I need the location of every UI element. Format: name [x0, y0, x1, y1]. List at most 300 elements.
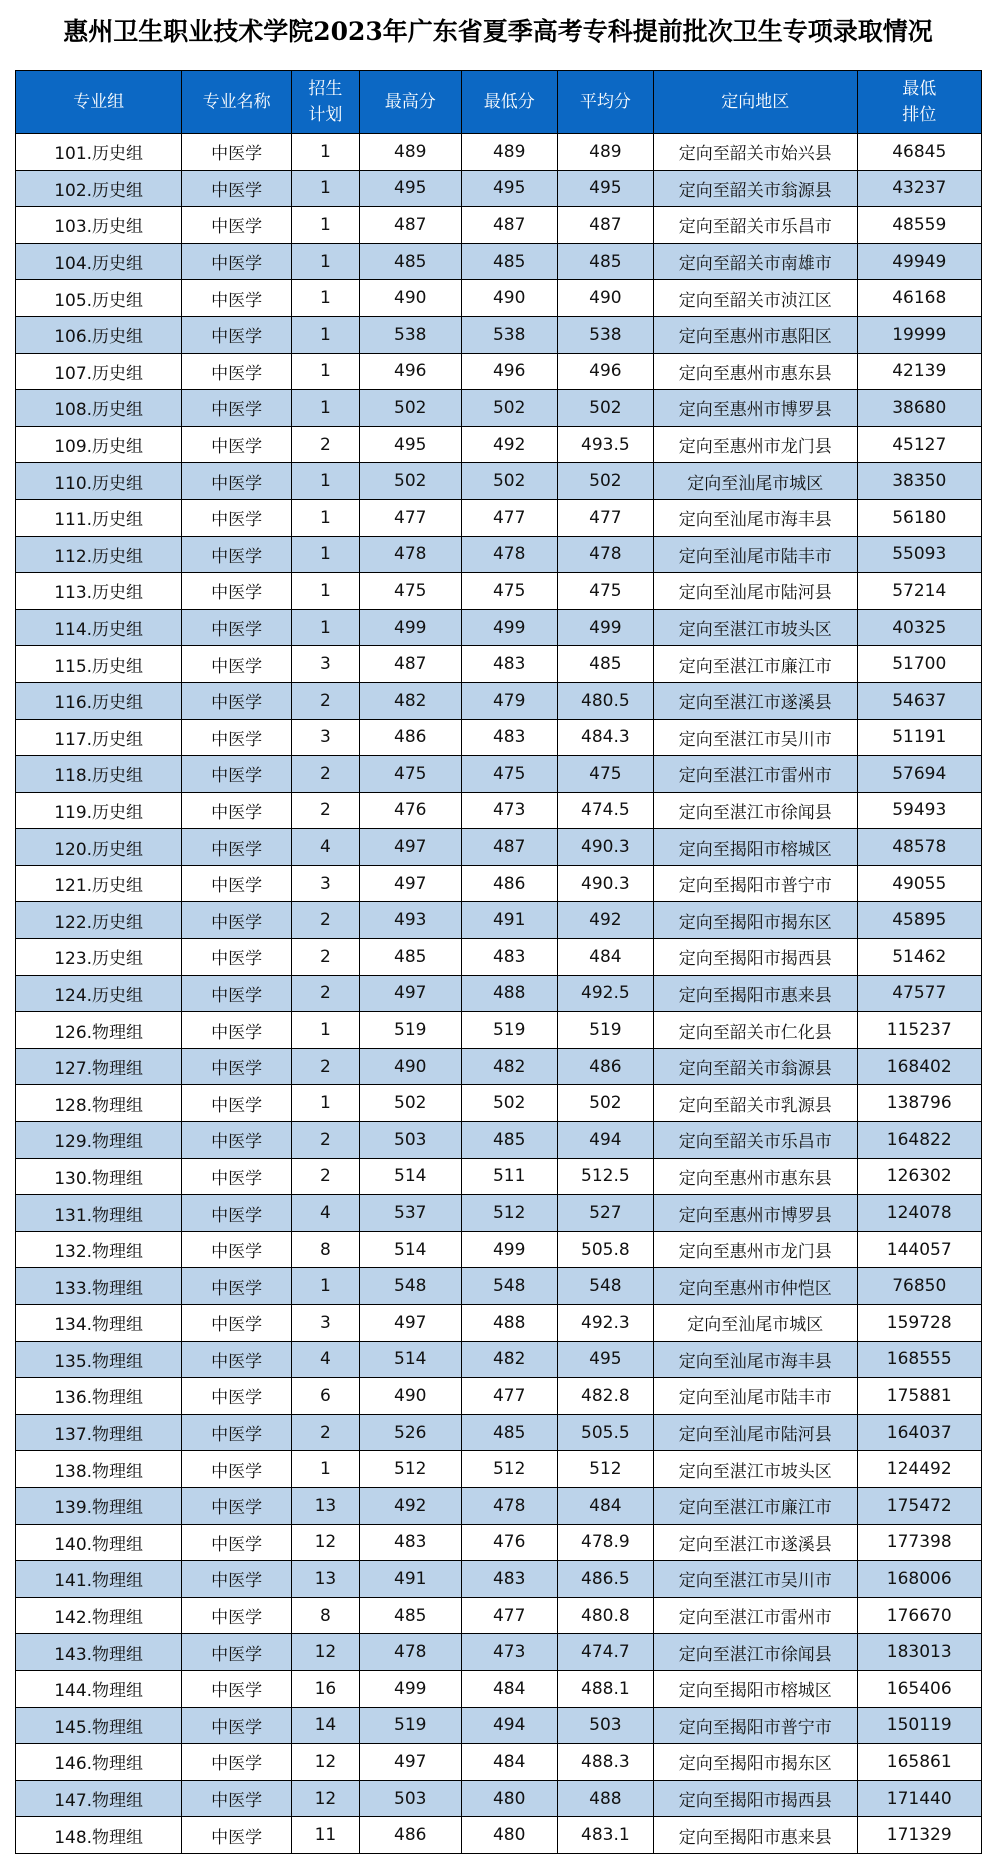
avg-score-cell: 519 [557, 1012, 653, 1049]
min-score-cell: 490 [461, 280, 557, 317]
header-row [16, 71, 982, 134]
group-cell: 117.历史组 [16, 719, 182, 756]
max-score-cell: 483 [359, 1524, 461, 1561]
region-cell: 定向至湛江市吴川市 [653, 1561, 857, 1598]
major-cell: 中医学 [182, 939, 292, 976]
group-cell: 122.历史组 [16, 902, 182, 939]
group-cell: 137.物理组 [16, 1414, 182, 1451]
header-cell: 定向地区 [653, 71, 857, 134]
avg-score-cell: 502 [557, 1085, 653, 1122]
admissions-table [15, 70, 982, 1854]
avg-score-cell: 502 [557, 390, 653, 427]
avg-score-cell: 512 [557, 1451, 653, 1488]
avg-score-cell: 474.7 [557, 1634, 653, 1671]
region-cell: 定向至韶关市南雄市 [653, 243, 857, 280]
region-cell: 定向至揭阳市普宁市 [653, 865, 857, 902]
max-score-cell: 497 [359, 1744, 461, 1781]
min-score-cell: 494 [461, 1707, 557, 1744]
group-cell: 107.历史组 [16, 353, 182, 390]
table-row [16, 463, 982, 500]
max-score-cell: 492 [359, 1487, 461, 1524]
quota-cell: 2 [291, 939, 359, 976]
region-cell: 定向至韶关市乐昌市 [653, 207, 857, 244]
group-cell: 123.历史组 [16, 939, 182, 976]
min-rank-cell: 38350 [857, 463, 981, 500]
header-cell: 平均分 [557, 71, 653, 134]
max-score-cell: 491 [359, 1561, 461, 1598]
min-score-cell: 476 [461, 1524, 557, 1561]
min-score-cell: 485 [461, 1122, 557, 1159]
region-cell: 定向至韶关市翁源县 [653, 1048, 857, 1085]
max-score-cell: 497 [359, 1305, 461, 1342]
min-score-cell: 491 [461, 902, 557, 939]
header-cell: 最低分 [461, 71, 557, 134]
major-cell: 中医学 [182, 1341, 292, 1378]
table-row [16, 1561, 982, 1598]
max-score-cell: 477 [359, 499, 461, 536]
avg-score-cell: 490.3 [557, 865, 653, 902]
major-cell: 中医学 [182, 1817, 292, 1854]
avg-score-cell: 505.8 [557, 1231, 653, 1268]
min-score-cell: 475 [461, 573, 557, 610]
quota-cell: 1 [291, 573, 359, 610]
group-cell: 140.物理组 [16, 1524, 182, 1561]
major-cell: 中医学 [182, 1707, 292, 1744]
max-score-cell: 502 [359, 1085, 461, 1122]
quota-cell: 11 [291, 1817, 359, 1854]
avg-score-cell: 488.3 [557, 1744, 653, 1781]
table-row [16, 1085, 982, 1122]
avg-score-cell: 499 [557, 609, 653, 646]
major-cell: 中医学 [182, 1524, 292, 1561]
major-cell: 中医学 [182, 353, 292, 390]
avg-score-cell: 503 [557, 1707, 653, 1744]
min-score-cell: 480 [461, 1817, 557, 1854]
min-score-cell: 511 [461, 1158, 557, 1195]
region-cell: 定向至韶关市始兴县 [653, 134, 857, 171]
major-cell: 中医学 [182, 829, 292, 866]
table-row [16, 1670, 982, 1707]
quota-cell: 3 [291, 719, 359, 756]
min-score-cell: 538 [461, 316, 557, 353]
min-score-cell: 477 [461, 1597, 557, 1634]
min-rank-cell: 171329 [857, 1817, 981, 1854]
min-rank-cell: 49949 [857, 243, 981, 280]
region-cell: 定向至惠州市博罗县 [653, 1195, 857, 1232]
group-cell: 120.历史组 [16, 829, 182, 866]
min-score-cell: 489 [461, 134, 557, 171]
max-score-cell: 519 [359, 1707, 461, 1744]
major-cell: 中医学 [182, 1378, 292, 1415]
min-rank-cell: 48559 [857, 207, 981, 244]
group-cell: 146.物理组 [16, 1744, 182, 1781]
table-row [16, 792, 982, 829]
avg-score-cell: 488 [557, 1780, 653, 1817]
min-score-cell: 479 [461, 682, 557, 719]
max-score-cell: 489 [359, 134, 461, 171]
quota-cell: 3 [291, 1305, 359, 1342]
min-rank-cell: 144057 [857, 1231, 981, 1268]
min-score-cell: 480 [461, 1780, 557, 1817]
region-cell: 定向至汕尾市城区 [653, 1305, 857, 1342]
quota-cell: 4 [291, 1195, 359, 1232]
avg-score-cell: 492 [557, 902, 653, 939]
group-cell: 111.历史组 [16, 499, 182, 536]
table-row [16, 353, 982, 390]
min-score-cell: 485 [461, 243, 557, 280]
group-cell: 105.历史组 [16, 280, 182, 317]
min-rank-cell: 43237 [857, 170, 981, 207]
min-rank-cell: 164822 [857, 1122, 981, 1159]
table-row [16, 426, 982, 463]
min-score-cell: 482 [461, 1048, 557, 1085]
min-rank-cell: 168402 [857, 1048, 981, 1085]
min-rank-cell: 57214 [857, 573, 981, 610]
max-score-cell: 499 [359, 1670, 461, 1707]
max-score-cell: 485 [359, 1597, 461, 1634]
min-rank-cell: 51700 [857, 646, 981, 683]
group-cell: 115.历史组 [16, 646, 182, 683]
region-cell: 定向至湛江市坡头区 [653, 609, 857, 646]
min-rank-cell: 183013 [857, 1634, 981, 1671]
min-score-cell: 548 [461, 1268, 557, 1305]
major-cell: 中医学 [182, 1268, 292, 1305]
major-cell: 中医学 [182, 243, 292, 280]
avg-score-cell: 474.5 [557, 792, 653, 829]
major-cell: 中医学 [182, 1231, 292, 1268]
region-cell: 定向至韶关市仁化县 [653, 1012, 857, 1049]
avg-score-cell: 496 [557, 353, 653, 390]
major-cell: 中医学 [182, 426, 292, 463]
table-row [16, 1451, 982, 1488]
group-cell: 129.物理组 [16, 1122, 182, 1159]
header-cell [857, 71, 981, 134]
major-cell: 中医学 [182, 1670, 292, 1707]
group-cell: 128.物理组 [16, 1085, 182, 1122]
group-cell: 102.历史组 [16, 170, 182, 207]
min-score-cell: 502 [461, 463, 557, 500]
avg-score-cell: 492.5 [557, 975, 653, 1012]
major-cell: 中医学 [182, 975, 292, 1012]
min-score-cell: 488 [461, 1305, 557, 1342]
max-score-cell: 485 [359, 939, 461, 976]
min-score-cell: 473 [461, 1634, 557, 1671]
avg-score-cell: 495 [557, 1341, 653, 1378]
max-score-cell: 497 [359, 829, 461, 866]
max-score-cell: 476 [359, 792, 461, 829]
header-cell-text: 最低 排位 [902, 79, 937, 125]
min-score-cell: 477 [461, 1378, 557, 1415]
min-rank-cell: 40325 [857, 609, 981, 646]
avg-score-cell: 485 [557, 646, 653, 683]
group-cell: 132.物理组 [16, 1231, 182, 1268]
quota-cell: 12 [291, 1780, 359, 1817]
avg-score-cell: 475 [557, 756, 653, 793]
region-cell: 定向至汕尾市陆丰市 [653, 1378, 857, 1415]
min-rank-cell: 38680 [857, 390, 981, 427]
quota-cell: 13 [291, 1561, 359, 1598]
quota-cell: 1 [291, 536, 359, 573]
group-cell: 144.物理组 [16, 1670, 182, 1707]
min-score-cell: 495 [461, 170, 557, 207]
min-rank-cell: 76850 [857, 1268, 981, 1305]
quota-cell: 12 [291, 1524, 359, 1561]
min-score-cell: 512 [461, 1451, 557, 1488]
table-row [16, 646, 982, 683]
major-cell: 中医学 [182, 1780, 292, 1817]
avg-score-cell: 492.3 [557, 1305, 653, 1342]
max-score-cell: 475 [359, 573, 461, 610]
min-rank-cell: 165861 [857, 1744, 981, 1781]
table-row [16, 1122, 982, 1159]
avg-score-cell: 490.3 [557, 829, 653, 866]
avg-score-cell: 482.8 [557, 1378, 653, 1415]
group-cell: 101.历史组 [16, 134, 182, 171]
min-rank-cell: 54637 [857, 682, 981, 719]
major-cell: 中医学 [182, 1158, 292, 1195]
quota-cell: 1 [291, 170, 359, 207]
avg-score-cell: 494 [557, 1122, 653, 1159]
max-score-cell: 502 [359, 390, 461, 427]
min-score-cell: 499 [461, 609, 557, 646]
avg-score-cell: 490 [557, 280, 653, 317]
header-cell-text: 招生 计划 [308, 79, 343, 125]
min-rank-cell: 46845 [857, 134, 981, 171]
max-score-cell: 499 [359, 609, 461, 646]
quota-cell: 16 [291, 1670, 359, 1707]
table-row [16, 1817, 982, 1854]
avg-score-cell: 483.1 [557, 1817, 653, 1854]
group-cell: 126.物理组 [16, 1012, 182, 1049]
table-row [16, 1487, 982, 1524]
max-score-cell: 486 [359, 1817, 461, 1854]
min-rank-cell: 175472 [857, 1487, 981, 1524]
group-cell: 141.物理组 [16, 1561, 182, 1598]
table-row [16, 207, 982, 244]
max-score-cell: 496 [359, 353, 461, 390]
quota-cell: 2 [291, 975, 359, 1012]
min-rank-cell: 51191 [857, 719, 981, 756]
min-rank-cell: 175881 [857, 1378, 981, 1415]
table-row [16, 536, 982, 573]
avg-score-cell: 502 [557, 463, 653, 500]
avg-score-cell: 493.5 [557, 426, 653, 463]
group-cell: 109.历史组 [16, 426, 182, 463]
major-cell: 中医学 [182, 573, 292, 610]
min-score-cell: 482 [461, 1341, 557, 1378]
major-cell: 中医学 [182, 1085, 292, 1122]
table-row [16, 134, 982, 171]
group-cell: 108.历史组 [16, 390, 182, 427]
table-row [16, 1231, 982, 1268]
quota-cell: 4 [291, 829, 359, 866]
table-row [16, 1158, 982, 1195]
table-row [16, 1744, 982, 1781]
major-cell: 中医学 [182, 1048, 292, 1085]
table-row [16, 719, 982, 756]
major-cell: 中医学 [182, 1451, 292, 1488]
max-score-cell: 519 [359, 1012, 461, 1049]
region-cell: 定向至揭阳市榕城区 [653, 1670, 857, 1707]
table-row [16, 1524, 982, 1561]
quota-cell: 1 [291, 1012, 359, 1049]
avg-score-cell: 488.1 [557, 1670, 653, 1707]
group-cell: 130.物理组 [16, 1158, 182, 1195]
region-cell: 定向至湛江市雷州市 [653, 756, 857, 793]
region-cell: 定向至韶关市乳源县 [653, 1085, 857, 1122]
header-cell [291, 71, 359, 134]
max-score-cell: 503 [359, 1122, 461, 1159]
group-cell: 139.物理组 [16, 1487, 182, 1524]
page-title: 惠州卫生职业技术学院2023年广东省夏季高考专科提前批次卫生专项录取情况 [63, 17, 933, 46]
quota-cell: 1 [291, 243, 359, 280]
quota-cell: 1 [291, 499, 359, 536]
major-cell: 中医学 [182, 1305, 292, 1342]
region-cell: 定向至惠州市龙门县 [653, 426, 857, 463]
table-row [16, 1634, 982, 1671]
major-cell: 中医学 [182, 865, 292, 902]
min-rank-cell: 177398 [857, 1524, 981, 1561]
region-cell: 定向至汕尾市陆河县 [653, 573, 857, 610]
quota-cell: 1 [291, 134, 359, 171]
quota-cell: 2 [291, 1414, 359, 1451]
min-rank-cell: 165406 [857, 1670, 981, 1707]
avg-score-cell: 486.5 [557, 1561, 653, 1598]
quota-cell: 13 [291, 1487, 359, 1524]
max-score-cell: 478 [359, 1634, 461, 1671]
header-cell: 最高分 [359, 71, 461, 134]
region-cell: 定向至湛江市廉江市 [653, 646, 857, 683]
avg-score-cell: 538 [557, 316, 653, 353]
quota-cell: 2 [291, 426, 359, 463]
min-score-cell: 487 [461, 207, 557, 244]
quota-cell: 3 [291, 646, 359, 683]
min-rank-cell: 46168 [857, 280, 981, 317]
group-cell: 142.物理组 [16, 1597, 182, 1634]
max-score-cell: 537 [359, 1195, 461, 1232]
min-rank-cell: 45895 [857, 902, 981, 939]
min-rank-cell: 124492 [857, 1451, 981, 1488]
group-cell: 135.物理组 [16, 1341, 182, 1378]
quota-cell: 2 [291, 1122, 359, 1159]
major-cell: 中医学 [182, 463, 292, 500]
quota-cell: 14 [291, 1707, 359, 1744]
min-rank-cell: 168555 [857, 1341, 981, 1378]
max-score-cell: 490 [359, 280, 461, 317]
max-score-cell: 490 [359, 1378, 461, 1415]
max-score-cell: 502 [359, 463, 461, 500]
group-cell: 143.物理组 [16, 1634, 182, 1671]
table-row [16, 682, 982, 719]
min-rank-cell: 48578 [857, 829, 981, 866]
major-cell: 中医学 [182, 536, 292, 573]
min-score-cell: 492 [461, 426, 557, 463]
group-cell: 134.物理组 [16, 1305, 182, 1342]
quota-cell: 4 [291, 1341, 359, 1378]
max-score-cell: 514 [359, 1341, 461, 1378]
major-cell: 中医学 [182, 1634, 292, 1671]
region-cell: 定向至湛江市坡头区 [653, 1451, 857, 1488]
major-cell: 中医学 [182, 902, 292, 939]
max-score-cell: 485 [359, 243, 461, 280]
avg-score-cell: 480.5 [557, 682, 653, 719]
min-rank-cell: 59493 [857, 792, 981, 829]
table-row [16, 1378, 982, 1415]
major-cell: 中医学 [182, 609, 292, 646]
min-score-cell: 488 [461, 975, 557, 1012]
region-cell: 定向至揭阳市惠来县 [653, 1817, 857, 1854]
region-cell: 定向至湛江市雷州市 [653, 1597, 857, 1634]
region-cell: 定向至韶关市乐昌市 [653, 1122, 857, 1159]
avg-score-cell: 489 [557, 134, 653, 171]
quota-cell: 1 [291, 463, 359, 500]
group-cell: 136.物理组 [16, 1378, 182, 1415]
avg-score-cell: 477 [557, 499, 653, 536]
table-row [16, 1414, 982, 1451]
min-rank-cell: 56180 [857, 499, 981, 536]
region-cell: 定向至惠州市博罗县 [653, 390, 857, 427]
table-row [16, 1305, 982, 1342]
table-row [16, 170, 982, 207]
region-cell: 定向至揭阳市揭西县 [653, 939, 857, 976]
quota-cell: 2 [291, 1048, 359, 1085]
avg-score-cell: 505.5 [557, 1414, 653, 1451]
group-cell: 124.历史组 [16, 975, 182, 1012]
major-cell: 中医学 [182, 1195, 292, 1232]
table-row [16, 829, 982, 866]
min-score-cell: 487 [461, 829, 557, 866]
avg-score-cell: 485 [557, 243, 653, 280]
table-row [16, 609, 982, 646]
group-cell: 127.物理组 [16, 1048, 182, 1085]
region-cell: 定向至惠州市龙门县 [653, 1231, 857, 1268]
major-cell: 中医学 [182, 682, 292, 719]
max-score-cell: 497 [359, 865, 461, 902]
avg-score-cell: 495 [557, 170, 653, 207]
region-cell: 定向至湛江市廉江市 [653, 1487, 857, 1524]
min-score-cell: 486 [461, 865, 557, 902]
min-rank-cell: 42139 [857, 353, 981, 390]
region-cell: 定向至韶关市翁源县 [653, 170, 857, 207]
min-rank-cell: 159728 [857, 1305, 981, 1342]
major-cell: 中医学 [182, 1012, 292, 1049]
table-row [16, 756, 982, 793]
max-score-cell: 514 [359, 1231, 461, 1268]
region-cell: 定向至汕尾市海丰县 [653, 1341, 857, 1378]
max-score-cell: 490 [359, 1048, 461, 1085]
avg-score-cell: 475 [557, 573, 653, 610]
quota-cell: 8 [291, 1231, 359, 1268]
region-cell: 定向至汕尾市陆丰市 [653, 536, 857, 573]
major-cell: 中医学 [182, 646, 292, 683]
table-row [16, 390, 982, 427]
table-row [16, 865, 982, 902]
max-score-cell: 487 [359, 646, 461, 683]
major-cell: 中医学 [182, 499, 292, 536]
group-cell: 133.物理组 [16, 1268, 182, 1305]
major-cell: 中医学 [182, 1744, 292, 1781]
min-rank-cell: 55093 [857, 536, 981, 573]
max-score-cell: 526 [359, 1414, 461, 1451]
major-cell: 中医学 [182, 280, 292, 317]
region-cell: 定向至揭阳市揭东区 [653, 1744, 857, 1781]
avg-score-cell: 484 [557, 939, 653, 976]
region-cell: 定向至湛江市吴川市 [653, 719, 857, 756]
min-score-cell: 477 [461, 499, 557, 536]
major-cell: 中医学 [182, 1487, 292, 1524]
quota-cell: 1 [291, 316, 359, 353]
table-row [16, 975, 982, 1012]
